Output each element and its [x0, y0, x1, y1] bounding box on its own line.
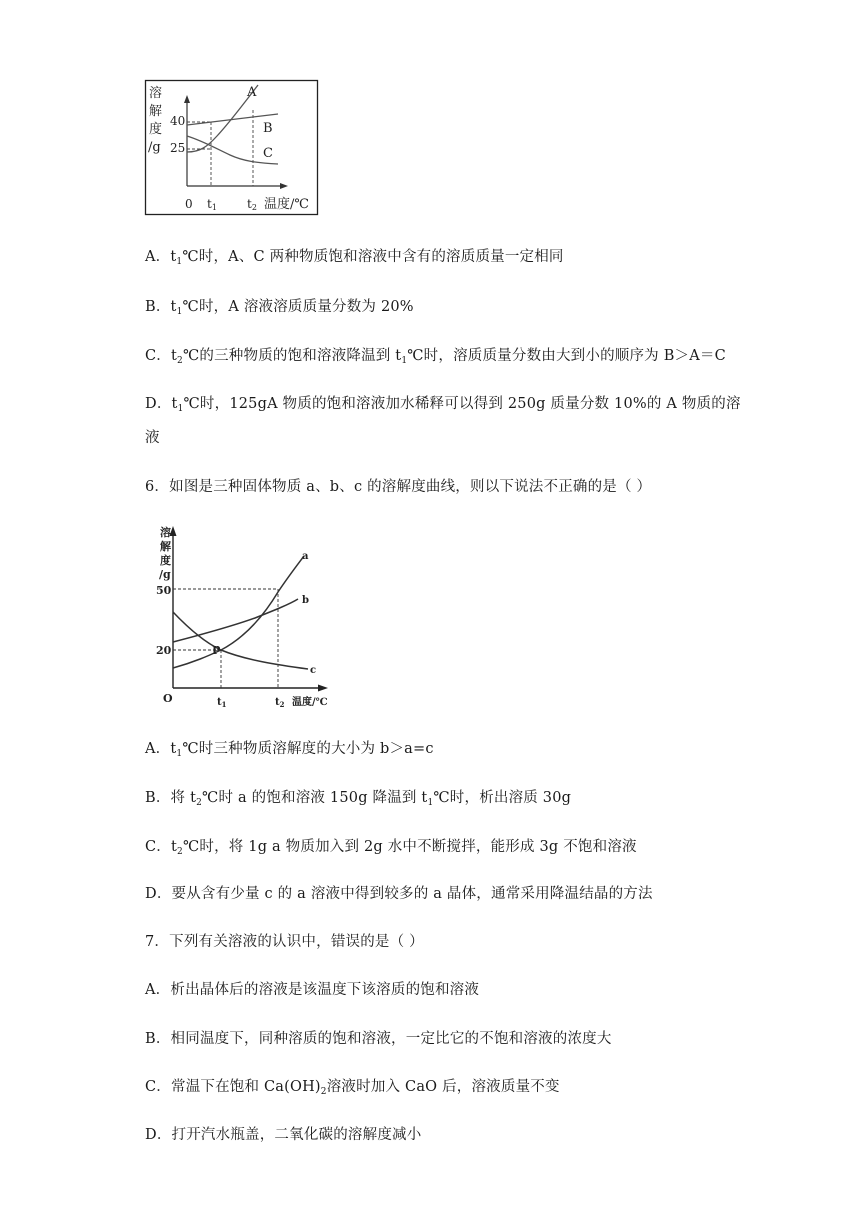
fig1-ylabel-1: 溶	[149, 86, 163, 101]
q6-option-c: C．$t_2℃$时，将 1g a 物质加入到 2g 水中不断搅拌，能形成 3g 不饱和溶液	[145, 839, 637, 857]
q7-option-c: C．常温下在饱和 $Ca(OH)_2$溶液时加入 CaO 后，溶液质量不变	[145, 1079, 560, 1097]
q5-option-d-continued: 液	[145, 430, 160, 446]
curve-a	[173, 556, 304, 668]
q5-option-b: B．$t_1℃$时，A 溶液溶质质量分数为 20%	[145, 299, 414, 317]
fig2-xtick-t1: $t_1$	[217, 697, 227, 709]
q6-option-b: B．将 $t_2℃$时 a 的饱和溶液 150g 降温到 $t_1℃$时，析出溶质 30g	[145, 790, 572, 808]
point-p-label: P	[212, 644, 221, 657]
curve-b	[173, 599, 298, 642]
solubility-figure-2	[156, 522, 350, 716]
curve-B-label: B	[263, 121, 273, 136]
curve-c-label: c	[310, 665, 317, 676]
fig2-xlabel: 温度/℃	[292, 697, 328, 708]
q5-option-a: A．$t_1℃$时，A、C 两种物质饱和溶液中含有的溶质质量一定相同	[145, 249, 564, 267]
fig1-xlabel: 温度/℃	[264, 197, 309, 212]
fig1-ytick-40: 40	[170, 114, 186, 128]
fig2-ylabel-1: 溶	[160, 526, 171, 539]
q7-stem: 7．下列有关溶液的认识中，错误的是（ ）	[145, 934, 424, 950]
q6-option-d: D．要从含有少量 c 的 a 溶液中得到较多的 a 晶体，通常采用降温结晶的方法	[145, 886, 653, 902]
q5-option-c: C．$t_2℃$的三种物质的饱和溶液降温到 $t_1℃$时，溶质质量分数由大到小的顺序为 B＞A＝C	[145, 348, 726, 366]
fig1-ylabel-4: /g	[148, 140, 161, 155]
fig1-origin: 0	[185, 197, 193, 211]
fig2-ytick-50: 50	[156, 584, 172, 597]
fig1-ylabel-2: 解	[149, 104, 163, 119]
fig1-ytick-25: 25	[170, 141, 186, 155]
fig2-xtick-t2: $t_2$	[275, 697, 285, 709]
q5-option-d: D．$t_1℃$时，125gA 物质的饱和溶液加水稀释可以得到 250g 质量分数 10%的 A 物质的溶	[145, 396, 741, 414]
fig2-ylabel-3: 度	[160, 554, 171, 567]
curve-a-label: a	[302, 551, 309, 562]
q6-option-a: A．$t_1℃$时三种物质溶解度的大小为 b＞a=c	[145, 741, 434, 759]
fig1-xtick-t2: t2	[247, 197, 257, 212]
curve-b-label: b	[302, 595, 309, 606]
fig1-ylabel-3: 度	[149, 122, 163, 137]
curve-A-label: A	[247, 85, 257, 100]
fig2-ytick-20: 20	[156, 644, 172, 657]
q7-option-d: D．打开汽水瓶盖，二氧化碳的溶解度减小	[145, 1127, 422, 1143]
curve-C-label: C	[263, 146, 273, 161]
fig2-ylabel-2: 解	[160, 540, 171, 553]
fig2-ylabel-4: /g	[159, 568, 171, 581]
fig2-origin: O	[163, 692, 173, 705]
fig1-xtick-t1: t1	[207, 197, 217, 212]
q7-option-b: B．相同温度下，同种溶质的饱和溶液，一定比它的不饱和溶液的浓度大	[145, 1031, 612, 1047]
q6-stem: 6．如图是三种固体物质 a、b、c 的溶解度曲线，则以下说法不正确的是（ ）	[145, 479, 652, 495]
q7-option-a: A．析出晶体后的溶液是该温度下该溶质的饱和溶液	[145, 982, 480, 998]
solubility-figure-1	[145, 80, 318, 219]
curve-c	[173, 612, 308, 669]
